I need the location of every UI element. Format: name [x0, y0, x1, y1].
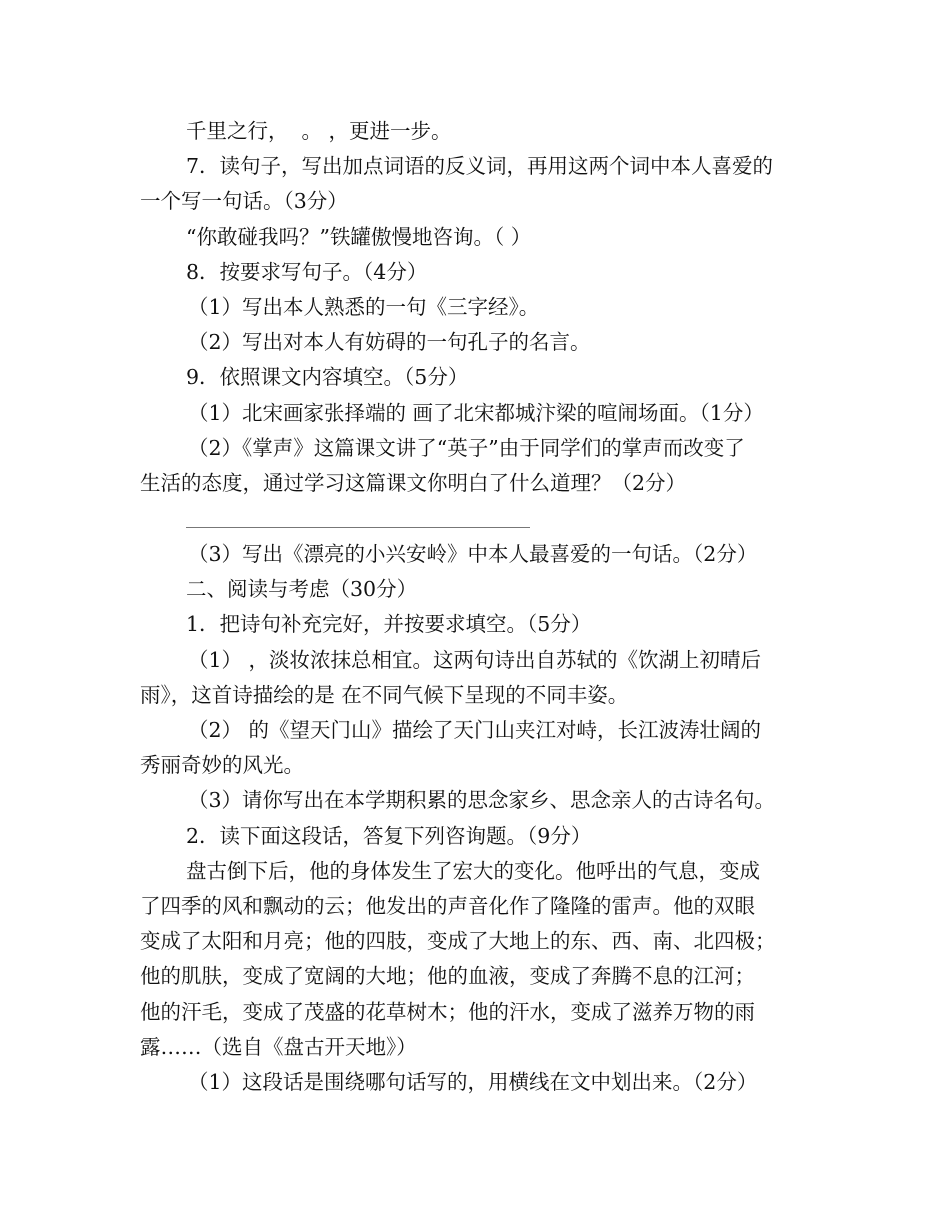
section-heading: 二、阅读与考虑（30分） — [186, 577, 418, 601]
text-line: 千里之行， 。 ，更进一步。 — [186, 119, 452, 143]
passage-line: 了四季的风和飘动的云；他发出的声音化作了隆隆的雷声。他的双眼 — [140, 894, 755, 918]
question-8: 8．按要求写句子。（4分） — [186, 260, 428, 284]
passage-line: 盘古倒下后，他的身体发生了宏大的变化。他呼出的气息，变成 — [186, 859, 760, 883]
sub-question: （1）写出本人熟悉的一句《三字经》。 — [188, 295, 540, 319]
passage-line: 变成了太阳和月亮；他的四肢，变成了大地上的东、西、南、北四极； — [140, 929, 776, 953]
sub-question: （2） 的《望天门山》描绘了天门山夹江对峙，长江波涛壮阔的 — [188, 718, 762, 742]
passage-line: 他的肌肤，变成了宽阔的大地；他的血液，变成了奔腾不息的江河； — [140, 964, 755, 988]
sub-question: （1）这段话是围绕哪句话写的，用横线在文中划出来。（2分） — [188, 1070, 758, 1094]
answer-line — [186, 527, 530, 528]
sub-question: （2）《掌声》这篇课文讲了“英子”由于同学们的掌声而改变了 — [188, 436, 745, 460]
passage-line: 他的汗毛，变成了茂盛的花草树木；他的汗水，变成了滋养万物的雨 — [140, 1000, 755, 1024]
sub-question: （3）写出《漂亮的小兴安岭》中本人最喜爱的一句话。（2分） — [188, 542, 758, 566]
text-line: 一个写一句话。（3分） — [140, 189, 348, 213]
question-9: 9．依照课文内容填空。（5分） — [186, 365, 469, 389]
passage-line: 露……（选自《盘古开天地》） — [140, 1035, 417, 1059]
sub-question: （1）北宋画家张择端的 画了北宋都城汴梁的喧闹场面。（1分） — [188, 401, 764, 425]
text-line: “你敢碰我吗？”铁罐傲慢地咨询。（ ） — [186, 225, 532, 249]
question-2: 2．读下面这段话，答复下列咨询题。（9分） — [186, 824, 592, 848]
text-line: 雨》，这首诗描绘的是 在不同气候下呈现的不同丰姿。 — [140, 683, 629, 707]
sub-question: （1） ，淡妆浓抹总相宜。这两句诗出自苏轼的《饮湖上初晴后 — [188, 648, 762, 672]
question-7: 7．读句子，写出加点词语的反义词，再用这两个词中本人喜爱的 — [186, 154, 774, 178]
question-1: 1．把诗句补充完好，并按要求填空。（5分） — [186, 612, 592, 636]
text-line: 生活的态度，通过学习这篇课文你明白了什么道理？（2分） — [140, 471, 687, 495]
sub-question: （2）写出对本人有妨碍的一句孔子的名言。 — [188, 330, 591, 354]
sub-question: （3）请你写出在本学期积累的思念家乡、思念亲人的古诗名句。 — [188, 788, 776, 812]
text-line: 秀丽奇妙的风光。 — [140, 753, 304, 777]
